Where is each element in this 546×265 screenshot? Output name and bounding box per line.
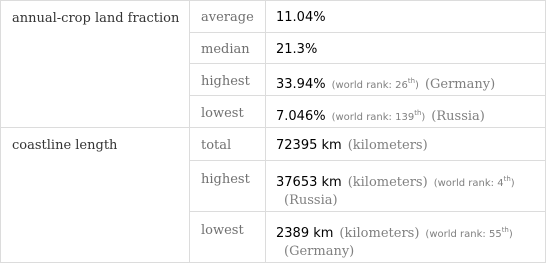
country-name: (Russia) [284,193,338,208]
rank-ordinal: th [407,77,416,85]
median-label: median [201,42,250,57]
value-cell [266,33,546,64]
value-cell [266,1,546,33]
subproperty-label [190,33,266,64]
property-label-text: annual-crop land fraction [12,11,180,26]
subproperty-label [190,64,266,96]
world-rank-text: (world rank: 4 [433,178,504,189]
unit-label: (kilometers) [347,175,428,190]
lowest-value: 2389 km [276,226,334,241]
subproperty-label [190,1,266,33]
average-label: average [201,10,254,25]
value-cell [266,96,546,128]
world-rank [331,77,419,91]
median-value: 21.3% [276,42,318,57]
highest-label: highest [201,172,250,187]
value-cell [266,64,546,96]
world-rank-text: (world rank: 26 [331,80,408,91]
rank-close: ) [510,178,515,189]
highest-value: 33.94% [276,77,326,92]
rank-close: ) [508,229,513,240]
world-rank [433,175,515,189]
total-value: 72395 km [276,138,342,153]
highest-value: 37653 km [276,175,342,190]
total-label: total [201,138,232,153]
value-cell [266,128,546,161]
table-row [1,1,546,33]
property-label [1,128,190,263]
average-value: 11.04% [276,10,326,25]
property-label-text: coastline length [12,138,118,153]
subproperty-label [190,161,266,212]
table-row [1,128,546,161]
rank-close: ) [415,80,419,91]
lowest-value: 7.046% [276,109,326,124]
rank-ordinal: th [414,109,422,117]
property-label [1,1,190,128]
world-rank-text: (world rank: 139 [331,112,415,123]
country-name: (Germany) [284,244,355,259]
world-rank [425,226,513,240]
subproperty-label [190,96,266,128]
lowest-label: lowest [201,106,244,121]
country-name: (Russia) [431,109,485,124]
rank-ordinal: th [501,226,509,234]
subproperty-label [190,212,266,263]
unit-label: (kilometers) [339,226,420,241]
world-rank-text: (world rank: 55 [425,229,502,240]
rank-ordinal: th [503,175,511,183]
lowest-label: lowest [201,223,244,238]
unit-label: (kilometers) [347,138,428,153]
value-cell [266,212,546,263]
highest-label: highest [201,74,250,89]
country-name: (Germany) [424,77,496,92]
world-rank [331,109,426,123]
rank-close: ) [421,112,426,123]
subproperty-label [190,128,266,161]
value-cell [266,161,546,212]
